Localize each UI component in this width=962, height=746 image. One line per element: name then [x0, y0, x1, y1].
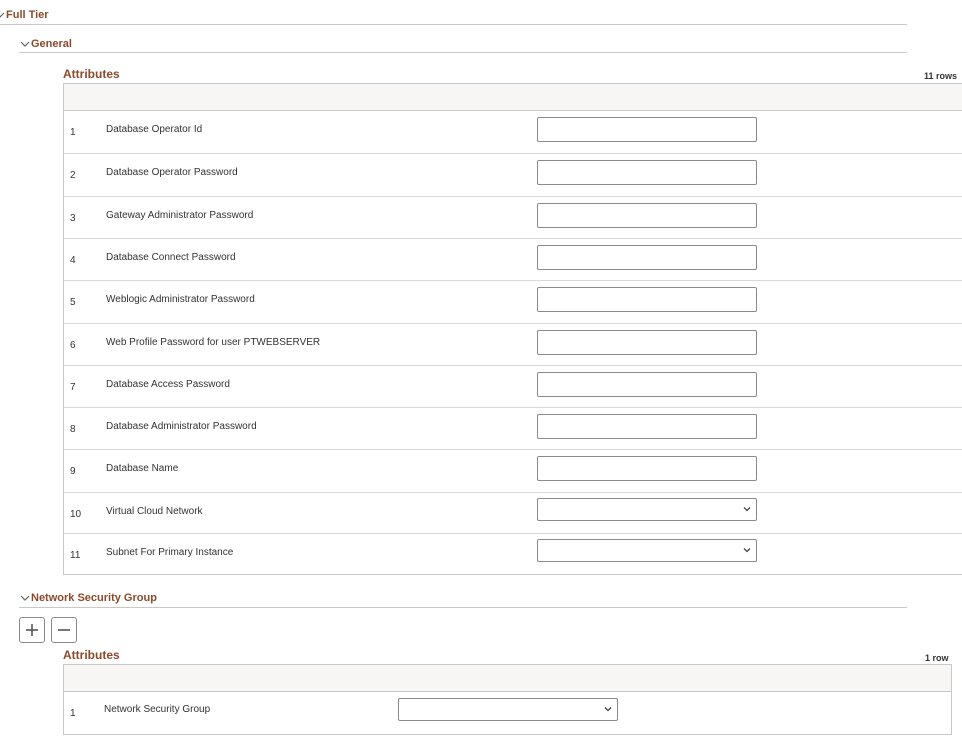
row-number: 11 [70, 550, 81, 561]
row-number: 10 [70, 509, 82, 520]
attribute-label: Database Name [106, 463, 179, 474]
plus-icon [25, 623, 39, 637]
attribute-select[interactable] [398, 698, 618, 721]
row-number: 8 [70, 424, 76, 435]
attribute-label: Web Profile Password for user PTWEBSERVER [106, 337, 321, 348]
attribute-input[interactable] [537, 372, 757, 397]
attribute-label: Gateway Administrator Password [106, 210, 254, 221]
attribute-input[interactable] [537, 203, 757, 228]
row-number: 2 [70, 170, 76, 181]
minus-icon [57, 623, 71, 637]
attribute-label: Virtual Cloud Network [106, 506, 203, 517]
grid-title-attributes-nsg: Attributes [63, 648, 120, 662]
divider-general [19, 52, 907, 53]
grid-row-count-nsg: 1 row [925, 653, 949, 663]
table-row [64, 692, 951, 734]
attribute-input[interactable] [537, 245, 757, 270]
chevron-down-icon [743, 505, 751, 513]
add-row-button[interactable] [19, 617, 45, 643]
grid-header [64, 665, 951, 692]
divider-full-tier [0, 24, 907, 25]
attribute-input[interactable] [537, 456, 757, 481]
chevron-down-icon [0, 10, 5, 20]
attribute-label: Database Operator Id [106, 124, 203, 135]
attributes-grid [63, 83, 962, 575]
row-number: 5 [70, 297, 76, 308]
table-row [64, 239, 962, 281]
nsg-attributes-grid [63, 664, 952, 735]
table-row [64, 154, 962, 197]
attribute-input[interactable] [537, 414, 757, 439]
section-header-full-tier[interactable] [0, 9, 49, 21]
remove-row-button[interactable] [51, 617, 77, 643]
table-row [64, 324, 962, 366]
table-row [64, 450, 962, 493]
row-number: 3 [70, 213, 76, 224]
attribute-label: Database Operator Password [106, 167, 238, 178]
row-number: 1 [70, 127, 76, 138]
section-header-general[interactable] [20, 38, 72, 50]
table-row [64, 534, 962, 575]
attribute-label: Subnet For Primary Instance [106, 547, 234, 558]
attribute-label: Database Administrator Password [106, 421, 257, 432]
section-header-network-security-group[interactable] [20, 592, 157, 604]
row-number: 7 [70, 382, 76, 393]
attribute-label: Database Connect Password [106, 252, 236, 263]
table-row [64, 111, 962, 154]
attribute-input[interactable] [537, 160, 757, 185]
section-title-general: General [31, 38, 72, 50]
attribute-label: Network Security Group [104, 704, 211, 715]
table-row [64, 366, 962, 408]
table-row [64, 281, 962, 324]
attribute-input[interactable] [537, 117, 757, 142]
chevron-down-icon [20, 593, 30, 603]
table-row [64, 408, 962, 450]
attribute-select[interactable] [537, 539, 757, 562]
grid-title-attributes: Attributes [63, 67, 120, 81]
chevron-down-icon [743, 546, 751, 554]
section-title-network-security-group: Network Security Group [31, 592, 157, 604]
attribute-label: Weblogic Administrator Password [106, 294, 255, 305]
chevron-down-icon [604, 705, 612, 713]
attribute-label: Database Access Password [106, 379, 230, 390]
row-number: 4 [70, 255, 76, 266]
attribute-input[interactable] [537, 287, 757, 312]
grid-row-count: 11 rows [924, 71, 958, 81]
row-number: 1 [70, 708, 76, 719]
section-title-full-tier: Full Tier [6, 9, 49, 21]
row-number: 6 [70, 340, 76, 351]
table-row [64, 493, 962, 534]
attribute-select[interactable] [537, 498, 757, 521]
row-number: 9 [70, 466, 76, 477]
table-row [64, 197, 962, 239]
chevron-down-icon [20, 39, 30, 49]
grid-header [64, 84, 962, 111]
divider-network-security-group [19, 607, 907, 608]
attribute-input[interactable] [537, 330, 757, 355]
